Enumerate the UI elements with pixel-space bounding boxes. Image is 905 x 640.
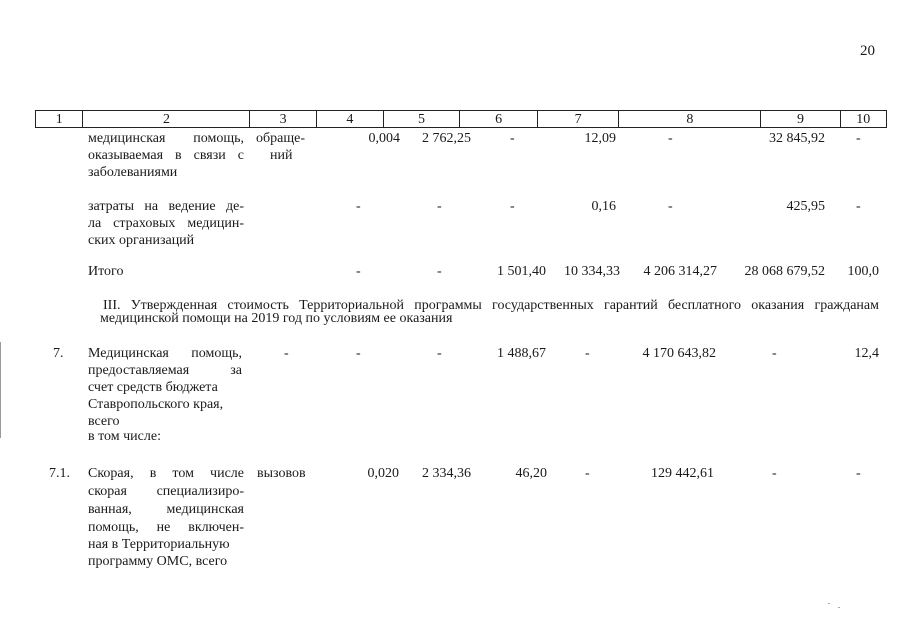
row-name-line: ла страховых медицин-: [88, 216, 244, 231]
cell-col-4: 0,020: [367, 466, 399, 481]
header-col-1: 1: [36, 111, 83, 127]
cell-col-5: 2 762,25: [422, 131, 471, 146]
cell-col-6: 1 501,40: [497, 264, 546, 279]
column-number-header: [35, 110, 887, 128]
row-name-line: всего: [88, 414, 120, 429]
row-name-line: оказываемая в связи с: [88, 148, 244, 163]
header-col-8: 8: [619, 111, 761, 127]
cell-col-5: -: [437, 346, 442, 361]
cell-col-5: 2 334,36: [422, 466, 471, 481]
row-name-line: ских организаций: [88, 233, 195, 248]
cell-col-6: -: [510, 131, 515, 146]
cell-col-3: вызовов: [257, 466, 306, 481]
cell-col-9: 28 068 679,52: [744, 264, 825, 279]
cell-col-10: -: [856, 466, 861, 481]
row-name-line: в том числе:: [88, 429, 161, 444]
cell-col-10: -: [856, 199, 861, 214]
cell-col-4: -: [356, 199, 361, 214]
header-col-7: 7: [538, 111, 619, 127]
cell-col-8: 4 170 643,82: [642, 346, 716, 361]
cell-col-9: 425,95: [786, 199, 825, 214]
cell-col-6: -: [510, 199, 515, 214]
row-name-line: предоставляемая за: [88, 363, 242, 378]
scan-dot: [828, 603, 830, 604]
cell-col-8: -: [668, 199, 673, 214]
cell-col-8: 129 442,61: [651, 466, 714, 481]
cell-col-9: 32 845,92: [769, 131, 825, 146]
row-name-line: программу ОМС, всего: [88, 554, 228, 569]
scan-dot: [838, 607, 840, 608]
row-name-line: затраты на ведение де-: [88, 199, 244, 214]
cell-col-7: 10 334,33: [564, 264, 620, 279]
header-col-2: 2: [83, 111, 250, 127]
row-number: 7.: [53, 346, 64, 361]
cell-col-10: 100,0: [847, 264, 879, 279]
row-name-line: ная в Территориальную: [88, 537, 230, 552]
row-unit: обраще-: [256, 131, 305, 146]
row-name-line: медицинская помощь,: [88, 131, 244, 146]
header-col-3: 3: [250, 111, 316, 127]
header-col-4: 4: [317, 111, 384, 127]
cell-col-10: 12,4: [854, 346, 879, 361]
header-col-6: 6: [460, 111, 538, 127]
cell-col-6: 1 488,67: [497, 346, 546, 361]
cell-col-9: -: [772, 466, 777, 481]
row-number: 7.1.: [49, 466, 70, 481]
row-name-line: скорая специализиро-: [88, 484, 244, 499]
cell-col-3: -: [284, 346, 289, 361]
row-name-line: Ставропольского края,: [88, 397, 224, 412]
cell-col-5: -: [437, 199, 442, 214]
cell-col-7: -: [585, 466, 590, 481]
header-col-9: 9: [761, 111, 840, 127]
row-name-line: Скорая, в том числе: [88, 466, 244, 481]
total-label: Итого: [88, 264, 124, 279]
row-name-line: помощь, не включен-: [88, 520, 244, 535]
cell-col-7: 0,16: [591, 199, 616, 214]
row-name-line: ванная, медицинская: [88, 502, 244, 517]
header-col-5: 5: [384, 111, 460, 127]
cell-col-8: -: [668, 131, 673, 146]
cell-col-7: 12,09: [584, 131, 616, 146]
row-name-line: счет средств бюджета: [88, 380, 218, 395]
cell-col-4: 0,004: [368, 131, 400, 146]
cell-col-9: -: [772, 346, 777, 361]
row-name-line: заболеваниями: [88, 165, 178, 180]
section-title-line-1: III. Утвержденная стоимость Территориальной программы государственных гарантий бесплатного оказания гражданам: [103, 298, 879, 313]
page-number: 20: [860, 43, 875, 59]
row-name-line: Медицинская помощь,: [88, 346, 242, 361]
header-col-10: 10: [856, 112, 871, 127]
cell-col-10: -: [856, 131, 861, 146]
section-title-line-2: медицинской помощи на 2019 год по условиям ее оказания: [100, 311, 453, 326]
cell-col-8: 4 206 314,27: [643, 264, 717, 279]
scan-edge-line: [0, 342, 1, 438]
cell-col-6: 46,20: [515, 466, 547, 481]
cell-col-4: -: [356, 346, 361, 361]
row-unit: ний: [270, 148, 293, 163]
cell-col-4: -: [356, 264, 361, 279]
cell-col-5: -: [437, 264, 442, 279]
cell-col-7: -: [585, 346, 590, 361]
